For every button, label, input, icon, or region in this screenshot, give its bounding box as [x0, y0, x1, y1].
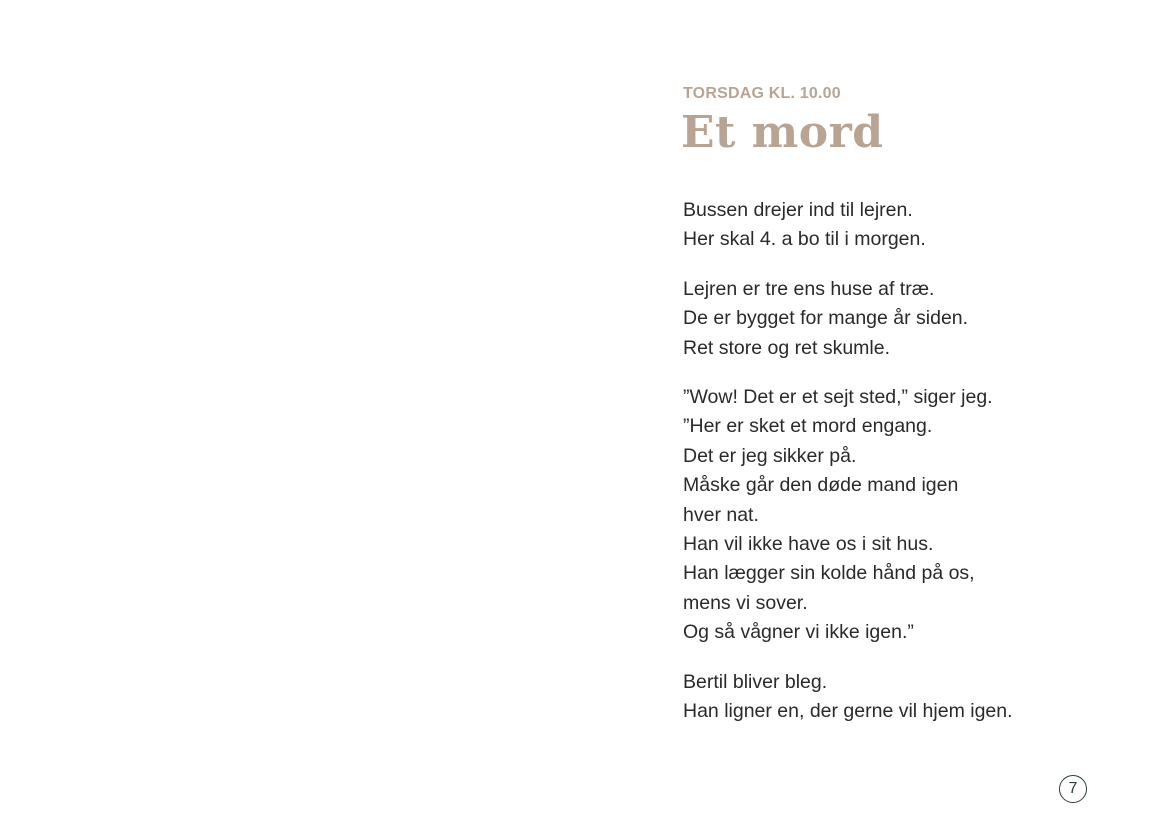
stanza	[683, 668, 1143, 727]
stanza	[683, 196, 1143, 255]
text-line: Her skal 4. a bo til i morgen.	[683, 228, 926, 251]
chapter-time: TORSDAG KL. 10.00	[683, 85, 841, 102]
text-line: ”Her er sket et mord engang.	[683, 415, 933, 438]
text-line: Det er jeg sikker på.	[683, 444, 857, 467]
text-line: Måske går den døde mand igen	[683, 474, 959, 497]
text-line: Bertil bliver bleg.	[683, 670, 828, 693]
text-line: Ret store og ret skumle.	[683, 336, 890, 359]
stanza	[683, 275, 1143, 363]
text-line: ”Wow! Det er et sejt sted,” siger jeg.	[683, 386, 993, 409]
text-line: Og så vågner vi ikke igen.”	[683, 621, 914, 644]
stanza	[683, 383, 1143, 648]
text-line: mens vi sover.	[683, 591, 808, 614]
text-line: Lejren er tre ens huse af træ.	[683, 277, 935, 300]
text-line: hver nat.	[683, 503, 759, 526]
text-line: De er bygget for mange år siden.	[683, 307, 969, 330]
text-line: Han vil ikke have os i sit hus.	[683, 533, 934, 556]
chapter-body	[683, 196, 1143, 727]
chapter-content	[683, 84, 1143, 747]
page-number: 7	[1059, 775, 1087, 803]
text-line: Bussen drejer ind til lejren.	[683, 199, 913, 221]
text-line: Han lægger sin kolde hånd på os,	[683, 562, 975, 585]
chapter-title: Et mord	[681, 107, 884, 158]
text-line: Han ligner en, der gerne vil hjem igen.	[683, 700, 1013, 723]
